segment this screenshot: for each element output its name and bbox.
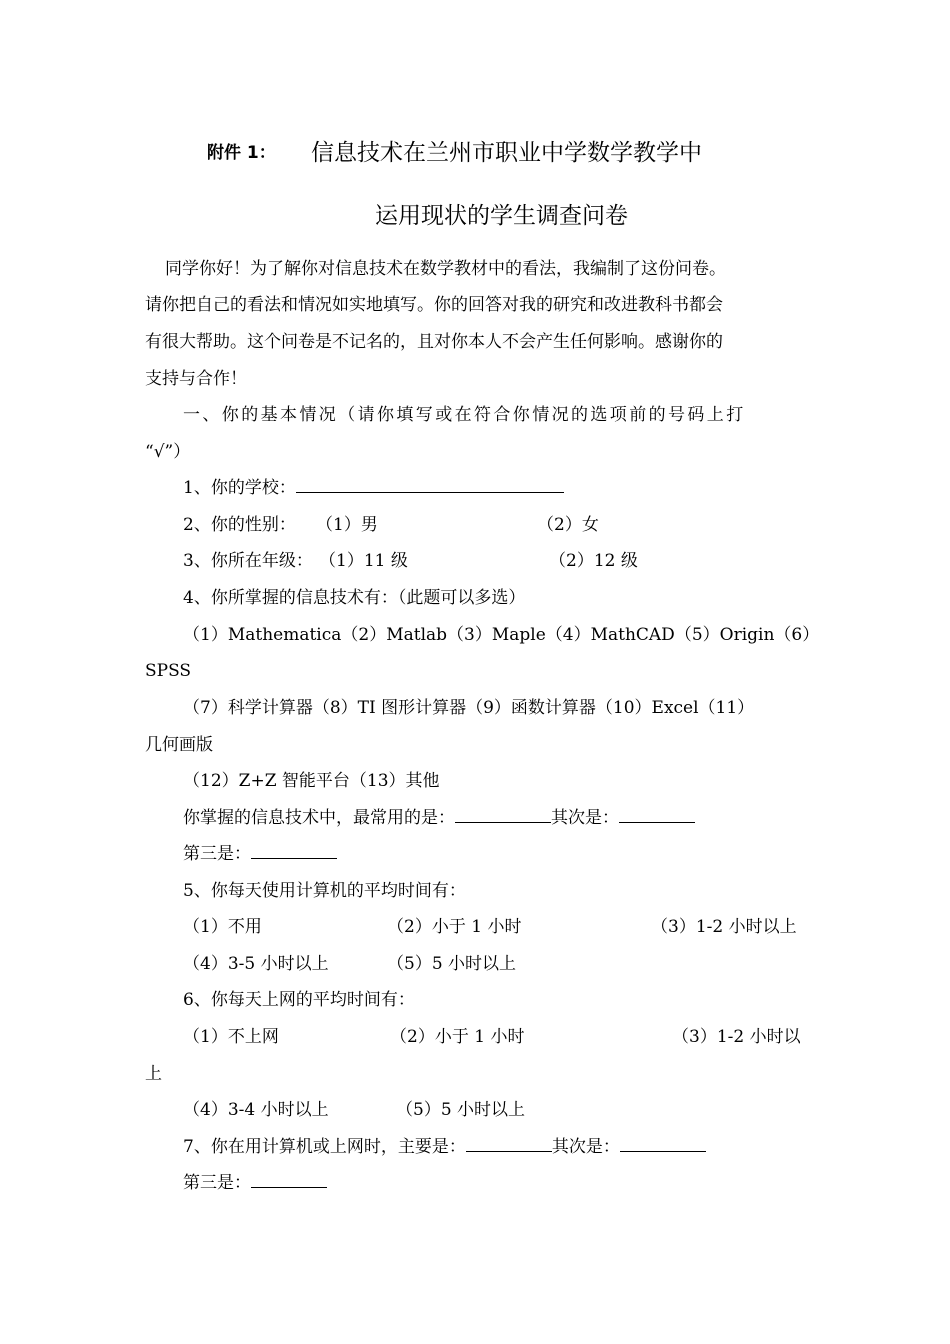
second-used-label: 其次是：: [551, 808, 619, 828]
third-use-input[interactable]: [251, 1172, 327, 1188]
intro-line-3: 有很大帮助。这个问卷是不记名的，且对你本人不会产生任何影响。感谢你的: [145, 332, 723, 352]
question-1: [183, 477, 564, 499]
second-used-input[interactable]: [619, 807, 695, 823]
computer-time-option-4[interactable]: （4）3-5 小时以上: [183, 954, 329, 974]
tech-options-line-1[interactable]: （1）Mathematica（2）Matlab（3）Maple（4）MathCAD（5）Origin（6）: [183, 625, 820, 645]
internet-time-option-5[interactable]: （5）5 小时以上: [396, 1100, 526, 1120]
intro-line-2: 请你把自己的看法和情况如实地填写。你的回答对我的研究和改进教科书都会: [145, 295, 723, 315]
intro-line-1: 同学你好！为了解你对信息技术在数学教材中的看法，我编制了这份问卷。: [165, 259, 726, 279]
internet-time-option-2[interactable]: （2）小于 1 小时: [390, 1027, 525, 1047]
third-used-input[interactable]: [251, 843, 337, 859]
question-3-label: 3、你所在年级：: [183, 551, 313, 571]
internet-time-option-3-wrap[interactable]: 上: [145, 1064, 162, 1084]
question-4-label: 4、你所掌握的信息技术有：（此题可以多选）: [183, 588, 526, 608]
secondary-use-input[interactable]: [620, 1136, 706, 1152]
question-5-label: 5、你每天使用计算机的平均时间有：: [183, 881, 466, 901]
grade-option-12[interactable]: （2）12 级: [549, 551, 638, 571]
most-used-label: 你掌握的信息技术中，最常用的是：: [183, 808, 455, 828]
computer-time-option-5[interactable]: （5）5 小时以上: [387, 954, 517, 974]
title-line-1: 信息技术在兰州市职业中学数学教学中: [311, 140, 702, 166]
tech-options-line-1-wrap[interactable]: SPSS: [145, 661, 192, 681]
question-1-label: 1、你的学校：: [183, 478, 296, 498]
internet-time-option-3[interactable]: （3）1-2 小时以: [672, 1027, 801, 1047]
gender-option-female[interactable]: （2）女: [537, 515, 599, 535]
question-7-row: [183, 1136, 706, 1158]
main-use-input[interactable]: [466, 1136, 552, 1152]
computer-time-option-3[interactable]: （3）1-2 小时以上: [651, 917, 797, 937]
computer-time-option-2[interactable]: （2）小于 1 小时: [387, 917, 522, 937]
gender-option-male[interactable]: （1）男: [316, 515, 378, 535]
section-heading-line-2: “√”）: [145, 442, 191, 462]
question-2-label: 2、你的性别：: [183, 515, 296, 535]
q7-second-label: 其次是：: [551, 1137, 620, 1157]
most-used-tech-row: [183, 807, 695, 829]
internet-time-option-1[interactable]: （1）不上网: [183, 1027, 279, 1047]
tech-options-line-2[interactable]: （7）科学计算器（8）TI 图形计算器（9）函数计算器（10）Excel（11）: [183, 698, 755, 718]
question-6-label: 6、你每天上网的平均时间有：: [183, 990, 415, 1010]
tech-options-line-3[interactable]: （12）Z+Z 智能平台（13）其他: [183, 771, 440, 791]
computer-time-option-1[interactable]: （1）不用: [183, 917, 262, 937]
q7-third-label: 第三是：: [183, 1173, 251, 1193]
third-used-label: 第三是：: [183, 844, 251, 864]
attachment-label: 附件 1：: [207, 143, 276, 163]
grade-option-11[interactable]: （1）11 级: [319, 551, 408, 571]
school-input[interactable]: [296, 477, 564, 493]
intro-line-4: 支持与合作！: [145, 369, 247, 389]
tech-options-line-2-wrap[interactable]: 几何画版: [145, 735, 213, 755]
section-heading-line-1: 一、你的基本情况（请你填写或在符合你情况的选项前的号码上打: [183, 405, 746, 425]
question-7-label: 7、你在用计算机或上网时，主要是：: [183, 1137, 466, 1157]
title-line-2: 运用现状的学生调查问卷: [375, 203, 628, 229]
most-used-input[interactable]: [455, 807, 551, 823]
internet-time-option-4[interactable]: （4）3-4 小时以上: [183, 1100, 329, 1120]
question-7-third-row: [183, 1172, 327, 1194]
third-used-tech-row: [183, 843, 337, 865]
